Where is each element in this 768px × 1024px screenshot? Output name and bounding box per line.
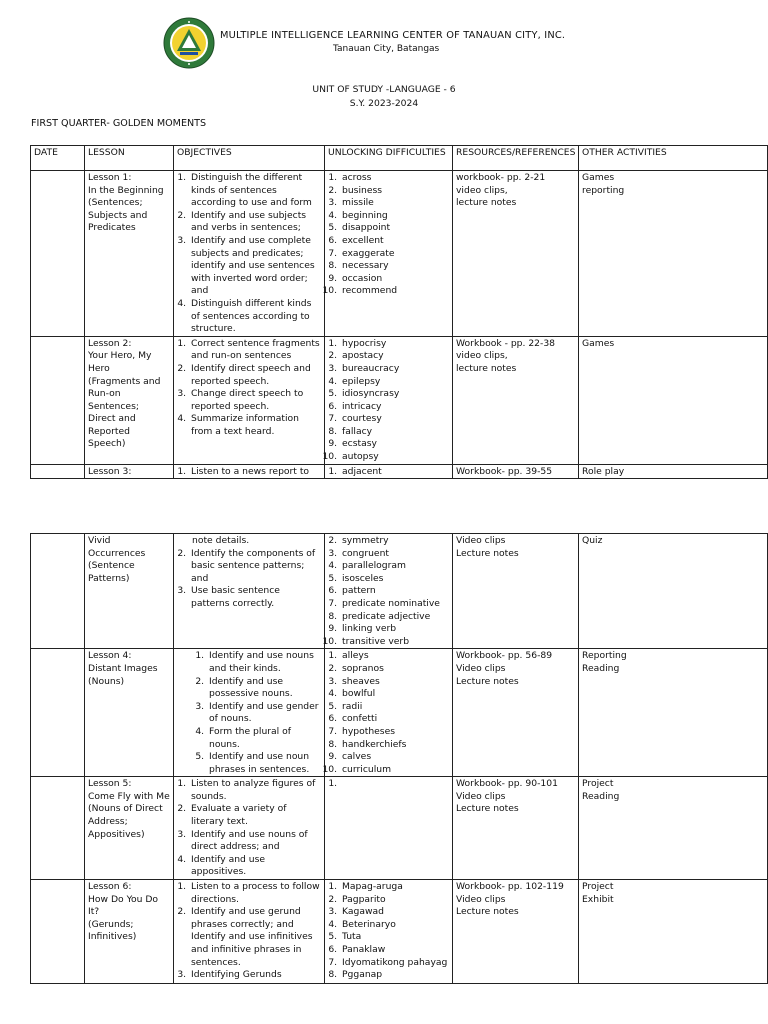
difficulty-item: 7. Idyomatikong pahayag [340, 957, 449, 970]
difficulty-item: 1. hypocrisy [340, 338, 449, 351]
study-plan-table-page-1 [30, 145, 768, 479]
lesson-line: Patterns) [88, 572, 130, 584]
difficulty-item: 4. Beterinaryo [340, 919, 449, 932]
difficulty-list [328, 338, 449, 464]
activity-lines [582, 535, 764, 548]
objective-item: 1. Listen to a news report to [189, 466, 321, 479]
lesson-cell [85, 336, 174, 464]
difficulty-list [328, 650, 449, 776]
resource-line: workbook- pp. 2-21 [456, 172, 546, 183]
lesson-lines [88, 650, 170, 688]
resource-lines [456, 466, 575, 479]
lesson-line: (Fragments and [88, 375, 161, 387]
activities-cell [579, 534, 768, 649]
column-header-objectives: OBJECTIVES [174, 146, 325, 171]
lesson-row [31, 336, 768, 464]
difficulty-item: 6. confetti [340, 713, 449, 726]
difficulty-item: 1. alleys [340, 650, 449, 663]
difficulty-item: 10. autopsy [340, 451, 449, 464]
objective-item: 4. Form the plural of nouns. [207, 726, 321, 751]
lesson-cell [85, 534, 174, 649]
activity-lines [582, 881, 764, 906]
lesson-line: Predicates [88, 222, 136, 234]
difficulty-item: 6. excellent [340, 235, 449, 248]
difficulty-item: 7. courtesy [340, 413, 449, 426]
objective-item: 4. Identify and use appositives. [189, 854, 321, 879]
resource-line: video clips, [456, 184, 508, 196]
objective-item: 4. Summarize information from a text heard. [189, 413, 321, 438]
lesson-line: It? [88, 906, 100, 918]
difficulty-item: 4. beginning [340, 210, 449, 223]
difficulty-item: 1. adjacent [340, 466, 449, 479]
activity-line: Reading [582, 790, 620, 802]
difficulty-item: 3. missile [340, 197, 449, 210]
resource-line: Video clips [456, 893, 506, 905]
activity-line: Quiz [582, 535, 603, 546]
objectives-cell [174, 880, 325, 984]
resource-line: Workbook- pp. 39-55 [456, 465, 553, 477]
difficulty-item: 1. across [340, 172, 449, 185]
objectives-cell [174, 777, 325, 880]
difficulty-item: 8. necessary [340, 260, 449, 273]
difficulty-item: 9. occasion [340, 273, 449, 286]
difficulty-item: 8. predicate adjective [340, 611, 449, 624]
resources-cell [453, 777, 579, 880]
difficulty-list [328, 466, 449, 479]
objective-list [177, 881, 321, 982]
activity-line: Games [582, 337, 615, 349]
activity-lines [582, 778, 764, 803]
difficulty-item: 10. recommend [340, 285, 449, 298]
difficulty-item: 2. Pagparito [340, 894, 449, 907]
lesson-line: Your Hero, My [88, 350, 152, 362]
resource-line: Lecture notes [456, 803, 519, 815]
lesson-cell [85, 880, 174, 984]
lesson-lines [88, 881, 170, 944]
school-name: MULTIPLE INTELLIGENCE LEARNING CENTER OF TANAUAN CITY, INC. [220, 30, 566, 41]
activity-lines [582, 650, 764, 675]
resource-lines [456, 778, 575, 816]
difficulty-item: 5. radii [340, 701, 449, 714]
resource-line: video clips, [456, 350, 508, 362]
activity-lines [582, 466, 764, 479]
date-cell [31, 777, 85, 880]
lesson-cell [85, 777, 174, 880]
objective-item: 1. Listen to a process to follow directions. [189, 881, 321, 906]
difficulty-item: 7. exaggerate [340, 248, 449, 261]
activities-cell [579, 880, 768, 984]
date-cell [31, 464, 85, 479]
lesson-row [31, 464, 768, 479]
lesson-cell [85, 649, 174, 777]
date-cell [31, 649, 85, 777]
difficulty-item: 6. pattern [340, 585, 449, 598]
difficulties-cell [325, 534, 453, 649]
resource-lines [456, 650, 575, 688]
school-year: S.Y. 2023-2024 [349, 98, 419, 109]
difficulties-cell [325, 171, 453, 337]
objective-item: 5. Identify and use noun phrases in sentences. [207, 751, 321, 776]
activities-cell [579, 171, 768, 337]
lesson-row [31, 649, 768, 777]
lesson-lines [88, 338, 170, 451]
objectives-cell [174, 171, 325, 337]
difficulty-item: 5. idiosyncrasy [340, 388, 449, 401]
lesson-lines [88, 535, 170, 585]
objective-item: 2. Evaluate a variety of literary text. [189, 803, 321, 828]
objective-item: 3. Use basic sentence patterns correctly. [189, 585, 321, 610]
lesson-line: (Sentences; [88, 197, 143, 209]
activity-line: Role play [582, 465, 625, 477]
lesson-lines [88, 172, 170, 235]
activity-lines [582, 338, 764, 351]
objective-item: 1. Distinguish the different kinds of sentences according to use and form [189, 172, 321, 210]
lesson-line: How Do You Do [88, 893, 159, 905]
column-header-lesson: LESSON [85, 146, 174, 171]
activity-line: Exhibit [582, 893, 614, 905]
activity-line: Project [582, 881, 614, 893]
resource-lines [456, 338, 575, 376]
objective-item: 2. Identify the components of basic sentence patterns; and [189, 548, 321, 586]
objectives-cell [174, 336, 325, 464]
lesson-row [31, 171, 768, 337]
difficulty-item: 3. sheaves [340, 676, 449, 689]
date-cell [31, 336, 85, 464]
resource-line: lecture notes [456, 197, 517, 209]
lesson-line: Lesson 1: [88, 172, 132, 183]
difficulty-item: 7. predicate nominative [340, 598, 449, 611]
objective-continued: note details. [192, 535, 250, 546]
lesson-lines [88, 778, 170, 841]
resource-line: Workbook- pp. 56-89 [456, 650, 553, 662]
objective-item: 1. Correct sentence fragments and run-on sentences [189, 338, 321, 363]
lesson-row [31, 534, 768, 649]
resources-cell [453, 171, 579, 337]
lesson-line: (Nouns) [88, 675, 125, 687]
objective-item: 1. Listen to analyze figures of sounds. [189, 778, 321, 803]
difficulty-item: 10. transitive verb [340, 636, 449, 649]
school-location: Tanauan City, Batangas [333, 44, 440, 54]
difficulty-item: 7. hypotheses [340, 726, 449, 739]
lesson-line: Lesson 4: [88, 650, 132, 662]
difficulties-cell [325, 649, 453, 777]
resource-line: Lecture notes [456, 547, 519, 559]
lesson-line: Reported Speech) [88, 425, 130, 450]
lesson-lines [88, 466, 170, 479]
resource-line: Video clips [456, 790, 506, 802]
objective-item: 1. Identify and use nouns and their kinds. [207, 650, 321, 675]
lesson-line: Lesson 5: [88, 778, 132, 790]
difficulty-item: 4. bowlful [340, 688, 449, 701]
date-cell [31, 171, 85, 337]
lesson-line: Vivid Occurrences [88, 535, 146, 559]
resource-line: lecture notes [456, 362, 517, 374]
lesson-line: Come Fly with Me [88, 790, 170, 802]
difficulty-item: 5. Tuta [340, 931, 449, 944]
activities-cell [579, 336, 768, 464]
difficulty-item: 2. apostacy [340, 350, 449, 363]
lesson-row [31, 777, 768, 880]
objective-item: 3. Identify and use gender of nouns. [207, 701, 321, 726]
difficulty-item: 1. Mapag-aruga [340, 881, 449, 894]
difficulty-item: 3. congruent [340, 548, 449, 561]
objective-item: 2. Identify and use gerund phrases correctly; and Identify and use infinitives and infinitive phrases in sentences. [189, 906, 321, 969]
column-header-other-activities: OTHER ACTIVITIES [579, 146, 768, 171]
activities-cell [579, 464, 768, 479]
difficulty-item: 10. curriculum [340, 764, 449, 777]
difficulty-item: 5. isosceles [340, 573, 449, 586]
resource-line: Workbook- pp. 102-119 [456, 881, 564, 893]
objective-list [177, 172, 321, 336]
lesson-line: Infinitives) [88, 931, 137, 943]
lesson-row [31, 880, 768, 984]
lesson-line: (Sentence [88, 560, 135, 572]
resource-lines [456, 535, 575, 560]
school-seal-icon [163, 17, 215, 69]
date-cell [31, 534, 85, 649]
column-header-date: DATE [31, 146, 85, 171]
resource-line: Workbook- pp. 90-101 [456, 778, 558, 790]
difficulty-item [340, 778, 449, 791]
lesson-cell [85, 464, 174, 479]
lesson-line: Lesson 6: [88, 881, 132, 893]
difficulty-list [328, 172, 449, 298]
lesson-line: Appositives) [88, 828, 145, 840]
difficulties-cell [325, 464, 453, 479]
resources-cell [453, 649, 579, 777]
resources-cell [453, 464, 579, 479]
objective-item: 2. Identify and use possessive nouns. [207, 676, 321, 701]
lesson-line: Direct and [88, 413, 136, 425]
date-cell [31, 880, 85, 984]
lesson-line: Lesson 2: [88, 337, 132, 349]
objective-item: 4. Distinguish different kinds of sentences according to structure. [189, 298, 321, 336]
difficulty-item: 3. bureaucracy [340, 363, 449, 376]
difficulty-list [328, 535, 449, 648]
difficulties-cell [325, 336, 453, 464]
activity-line: Reporting [582, 650, 627, 662]
lesson-line: Hero [88, 362, 110, 374]
objectives-cell [174, 464, 325, 479]
difficulty-list [328, 881, 449, 982]
objective-list [177, 778, 321, 879]
column-header-resources: RESOURCES/REFERENCES [453, 146, 579, 171]
resources-cell [453, 534, 579, 649]
objective-item: 2. Identify direct speech and reported speech. [189, 363, 321, 388]
difficulty-item: 2. symmetry [340, 535, 449, 548]
difficulty-item: 5. disappoint [340, 222, 449, 235]
resource-line: Video clips [456, 662, 506, 674]
difficulty-item: 8. handkerchiefs [340, 739, 449, 752]
difficulty-list [328, 778, 449, 791]
lesson-line: (Nouns of Direct [88, 803, 163, 815]
difficulty-item: 4. parallelogram [340, 560, 449, 573]
difficulty-item: 2. business [340, 185, 449, 198]
quarter-title: FIRST QUARTER- GOLDEN MOMENTS [31, 118, 207, 129]
activities-cell [579, 777, 768, 880]
unit-title: UNIT OF STUDY -LANGUAGE - 6 [312, 84, 456, 95]
objectives-cell [174, 534, 325, 649]
objective-list [177, 338, 321, 439]
difficulty-item: 9. calves [340, 751, 449, 764]
activity-line: Reading [582, 662, 620, 674]
resource-lines [456, 172, 575, 210]
activity-lines [582, 172, 764, 197]
difficulty-item: 9. ecstasy [340, 438, 449, 451]
objectives-cell [174, 649, 325, 777]
activities-cell [579, 649, 768, 777]
difficulty-item: 9. linking verb [340, 623, 449, 636]
activity-line: reporting [582, 184, 625, 196]
resources-cell [453, 336, 579, 464]
difficulty-item: 6. Panaklaw [340, 944, 449, 957]
objective-item: 3. Identify and use complete subjects and predicates; identify and use sentences with inverted word order; and [189, 235, 321, 298]
objective-item: 2. Identify and use subjects and verbs in sentences; [189, 210, 321, 235]
objective-item: 3. Identifying Gerunds [189, 969, 321, 982]
resource-lines [456, 881, 575, 919]
objective-list [177, 548, 321, 611]
objective-item: 3. Identify and use nouns of direct address; and [189, 829, 321, 854]
activity-line: Games [582, 172, 615, 183]
lesson-line: Address; [88, 816, 128, 828]
study-plan-table-page-2 [30, 533, 768, 984]
difficulty-item: 6. intricacy [340, 401, 449, 414]
difficulty-item: 8. fallacy [340, 426, 449, 439]
difficulty-item: 4. epilepsy [340, 376, 449, 389]
lesson-line: Run-on Sentences; [88, 388, 139, 412]
difficulties-cell [325, 777, 453, 880]
difficulties-cell [325, 880, 453, 984]
lesson-line: Subjects and [88, 209, 148, 221]
resource-line: Lecture notes [456, 675, 519, 687]
objective-list [177, 466, 321, 479]
difficulty-item: 8. Pgganap [340, 969, 449, 982]
difficulty-item: 3. Kagawad [340, 906, 449, 919]
lesson-line: (Gerunds; [88, 918, 134, 930]
resource-line: Video clips [456, 535, 506, 546]
lesson-line: In the Beginning [88, 184, 164, 196]
column-header-unlocking-difficulties: UNLOCKING DIFFICULTIES [325, 146, 453, 171]
objective-list [177, 650, 321, 776]
lesson-cell [85, 171, 174, 337]
resource-line: Lecture notes [456, 906, 519, 918]
activity-line: Project [582, 778, 614, 790]
lesson-line: Lesson 3: [88, 465, 132, 477]
lesson-line: Distant Images [88, 662, 158, 674]
resources-cell [453, 880, 579, 984]
objective-item: 3. Change direct speech to reported speech. [189, 388, 321, 413]
difficulty-item: 2. sopranos [340, 663, 449, 676]
resource-line: Workbook - pp. 22-38 [456, 337, 556, 349]
